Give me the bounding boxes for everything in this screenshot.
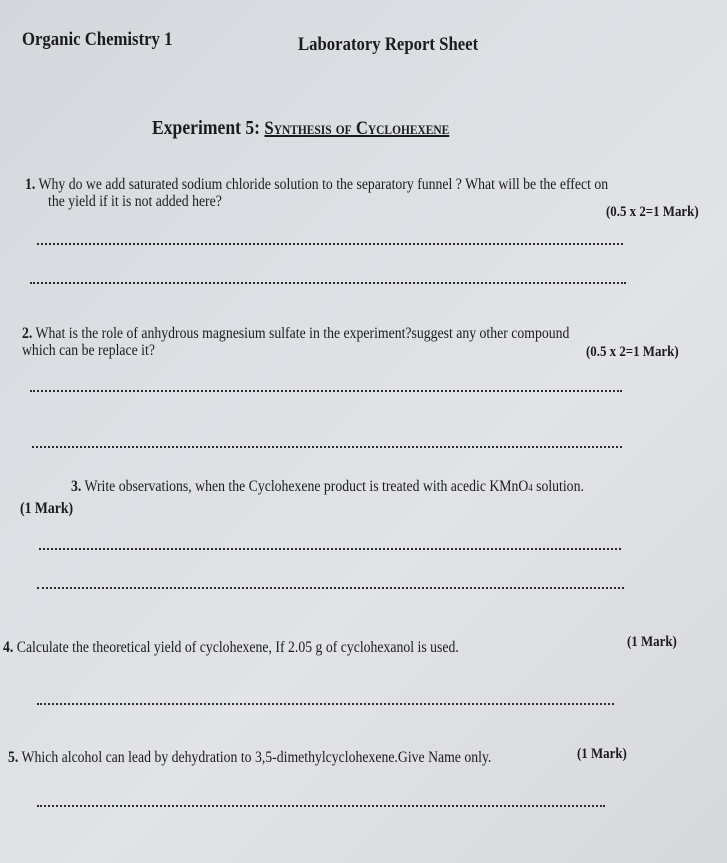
question-1-marks: (0.5 x 2=1 Mark) <box>606 204 699 220</box>
answer-line[interactable] <box>37 703 614 705</box>
question-3-line-1 <box>71 478 584 496</box>
course-title: Organic Chemistry 1 <box>22 29 173 50</box>
answer-line[interactable] <box>37 805 605 807</box>
question-number: 5. <box>8 749 19 766</box>
subscript: 4 <box>528 483 533 494</box>
question-number: 3. <box>71 478 82 495</box>
experiment-label: Experiment 5: <box>152 117 261 139</box>
experiment-name: Synthesis of Cyclohexene <box>264 118 450 139</box>
question-1-line-2: the yield if it is not added here? <box>48 193 222 210</box>
question-text: Why do we add saturated sodium chloride solution to the separatory funnel ? What will be the effect on <box>38 176 609 193</box>
sheet-title: Laboratory Report Sheet <box>298 34 479 55</box>
answer-line[interactable] <box>37 587 624 589</box>
question-2-marks: (0.5 x 2=1 Mark) <box>586 344 679 360</box>
question-3-marks: (1 Mark) <box>20 500 74 517</box>
answer-line[interactable] <box>37 243 623 245</box>
answer-line[interactable] <box>30 390 622 392</box>
question-5-line-1 <box>8 749 491 767</box>
question-number: 2. <box>22 325 33 342</box>
question-4-line-1 <box>3 639 459 657</box>
question-4-marks: (1 Mark) <box>627 634 677 650</box>
question-text: What is the role of anhydrous magnesium sulfate in the experiment?suggest any other compound <box>35 325 570 342</box>
question-1-line-1 <box>25 176 608 194</box>
question-text-suffix: solution. <box>532 478 584 495</box>
question-2-line-1 <box>22 325 569 343</box>
answer-line[interactable] <box>32 446 622 448</box>
question-text: Calculate the theoretical yield of cyclohexene, If 2.05 g of cyclohexanol is used. <box>16 639 459 656</box>
question-2-line-2: which can be replace it? <box>22 342 155 359</box>
question-text: Which alcohol can lead by dehydration to 3,5-dimethylcyclohexene.Give Name only. <box>21 749 492 766</box>
question-text: Write observations, when the Cyclohexene product is treated with acedic KMnO <box>84 478 529 495</box>
question-5-marks: (1 Mark) <box>577 746 627 762</box>
question-number: 1. <box>25 176 36 193</box>
question-number: 4. <box>3 639 14 656</box>
experiment-heading <box>152 117 449 140</box>
answer-line[interactable] <box>30 282 626 284</box>
answer-line[interactable] <box>39 548 621 550</box>
